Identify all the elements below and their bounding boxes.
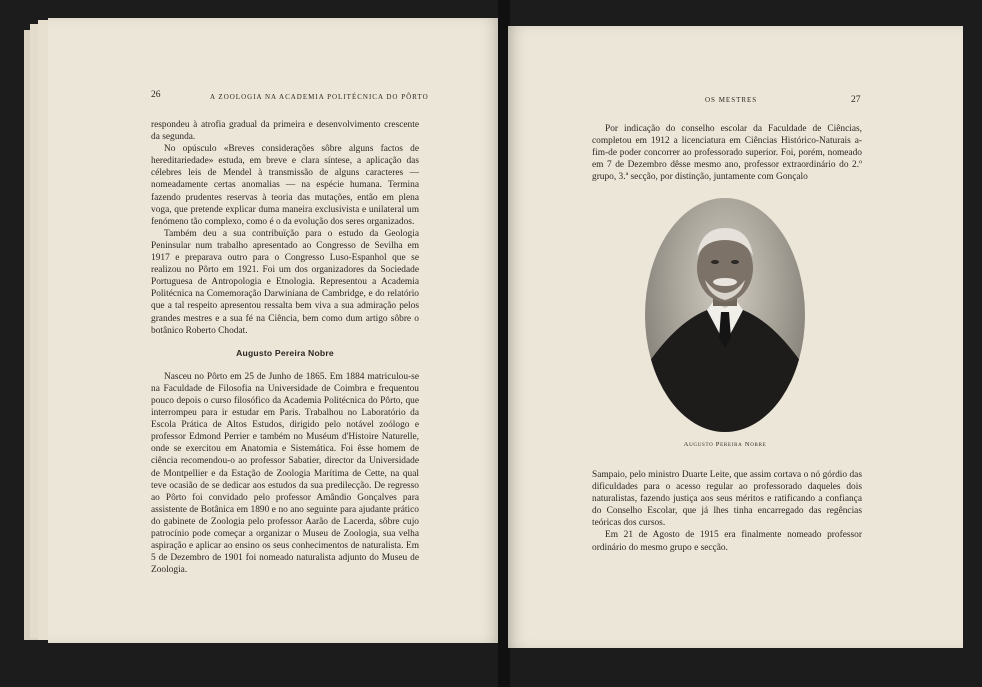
portrait-photo: [645, 198, 805, 432]
paragraph: Sampaio, pelo ministro Duarte Leite, que assim cortava o nó górdio das dificuldades para o acesso regular ao professorado daqueles dois naturalistas, fazendo justiça aos seus méritos e ratificando a confiança do Conselho Escolar, que já lhes tinha encarregado das regências teóricas dos cursos.: [592, 470, 862, 529]
right-running-head: OS MESTRES: [705, 96, 758, 104]
paragraph: respondeu à atrofia gradual da primeira e desenvolvimento crescente da segunda.: [151, 120, 419, 143]
paragraph: No opúsculo «Breves considerações sôbre alguns factos de hereditariedade» estuda, em breve e clara síntese, a aplicação das célebres leis de Mendel à transmissão de alguns caracteres — nomeadamente certas anomalias — na espécie humana. Termina fazendo prudentes reservas à teoria das mutações, então em plena voga, que pretende explicar duma maneira exclusivista e unilateral um fenómeno tão complexo, como é o da evolução dos seres organizados.: [151, 144, 419, 227]
left-text-block: [151, 119, 419, 576]
portrait-figure: [645, 198, 805, 432]
right-page-number: 27: [851, 95, 861, 105]
paragraph: Em 21 de Agosto de 1915 era finalmente nomeado professor ordinário do mesmo grupo e secção.: [592, 530, 862, 553]
paragraph: Por indicação do conselho escolar da Faculdade de Ciências, completou em 1912 a licenciatura em Ciências Histórico-Naturais a-fim-de poder concorrer ao professorado superior. Foi, porém, nomeado em 7 de Dezembro dêsse mesmo ano, professor extraordinário do 2.º grupo, 3.ª secção, por distinção, juntamente com Gonçalo: [592, 124, 862, 183]
paragraph: Também deu a sua contribuïção para o estudo da Geologia Peninsular num trabalho apresentado ao Congresso de Sevilha em 1917 e preparava outro para o Congresso Luso-Espanhol que se realizou no Pôrto em 1921. Foi um dos organizadores da Sociedade Portuguesa de Antropologia e Etnologia. Representou a Academia Politécnica na Comemoração Darwiniana de Cambridge, e do relatório que a tal respeito apresentou ressalta bem viva a sua admiração pelos grandes mestres e a sua fé na Ciência, bem como dum artigo sôbre o botânico Roberto Chodat.: [151, 228, 419, 336]
paragraph: Nasceu no Pôrto em 25 de Junho de 1865. Em 1884 matriculou-se na Faculdade de Filosofia na Universidade de Coimbra e frequentou pouco depois o curso filosófico da Academia Politécnica do Pôrto, que interrompeu para ir estudar em Paris. Trabalhou no Laboratório da Escola Prática de Altos Estudos, dirigido pelo notável zoólogo e professor Edmond Perrier e também no Muséum d'Histoire Naturelle, onde se exercitou em Anatomia e Sistemática. Foi êsse homem de ciência recomendou-o ao professor Sabatier, director da Universidade de Montpellier e da Estação de Zoologia Marítima de Cette, na qual teve ocasião de se dedicar aos estudos da sua predilecção. De regresso ao Pôrto foi convidado pelo professor Amândio Gonçalves para assistente de Botânica em 1890 e no ano seguinte para ajudante prático do gabinete de Zoologia pelo professor Aarão de Lacerda, sôbre cujo patrocínio pode começar a organizar o Museu de Zoologia, sua velha aspiração e aplicar ao ensino os seus conhecimentos de naturalista. Em 5 de Dezembro de 1901 foi nomeado naturalista adjunto do Museu de Zoologia.: [151, 371, 419, 576]
right-top-text: [592, 123, 862, 183]
left-page-number: 26: [151, 90, 161, 100]
right-bottom-text: [592, 469, 862, 554]
portrait-caption: Augusto Pereira Nobre: [683, 441, 767, 448]
section-heading: Augusto Pereira Nobre: [236, 347, 334, 358]
left-running-head: A ZOOLOGIA NA ACADEMIA POLITÉCNICA DO PÔRTO: [210, 93, 429, 101]
